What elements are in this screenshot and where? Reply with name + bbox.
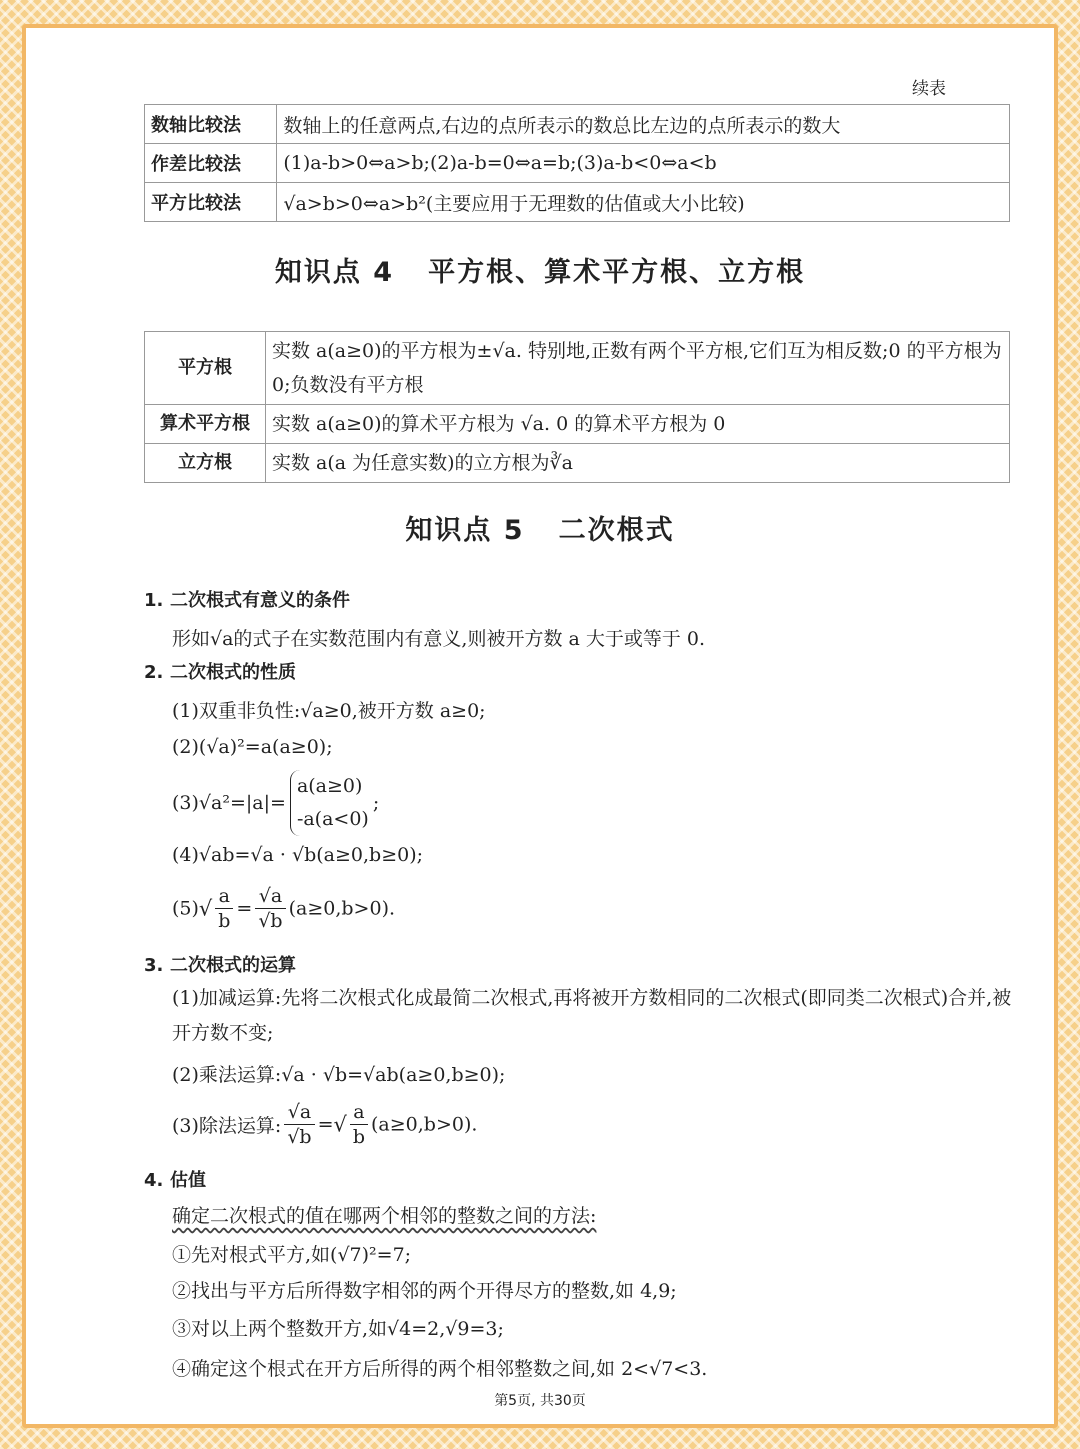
table-row [145, 144, 1010, 183]
table-row [145, 183, 1010, 222]
fraction: $\frac{√a}{√b}$ [284, 1100, 314, 1149]
fraction: $\frac{√a}{√b}$ [255, 884, 285, 933]
property-5: (5)√ $\frac{a}{b}$ = $\frac{√a}{√b}$ (a≥0,b>0). [172, 885, 396, 932]
section-heading-kp5 [26, 508, 1054, 547]
estimation-step: ④确定这个根式在开方后所得的两个相邻整数之间,如 2<√7<3. [172, 1358, 708, 1380]
row-text: 数轴上的任意两点,右边的点所表示的数总比左边的点所表示的数大 [277, 105, 1010, 144]
fraction: $\frac{a}{b}$ [215, 884, 233, 933]
table-row [145, 105, 1010, 144]
row-text: 实数 a(a 为任意实数)的立方根为∛a [266, 444, 1010, 483]
subsection-heading: 2. 二次根式的性质 [144, 662, 296, 683]
row-text: 实数 a(a≥0)的平方根为±√a. 特别地,正数有两个平方根,它们互为相反数;0 的平方根为 0;负数没有平方根 [266, 332, 1010, 405]
estimation-intro: 确定二次根式的值在哪两个相邻的整数之间的方法: [172, 1205, 597, 1227]
comparison-methods-table [144, 104, 1010, 222]
piecewise-brace: a(a≥0) -a(a<0) [290, 770, 369, 836]
row-label: 作差比较法 [145, 144, 277, 183]
kp5-title: 二次根式 [558, 515, 675, 546]
continued-label: 续表 [912, 79, 946, 99]
operation-3: (3)除法运算: $\frac{√a}{√b}$ =√ $\frac{a}{b}$ (a≥0,b>0). [172, 1101, 478, 1148]
fraction: $\frac{a}{b}$ [350, 1100, 368, 1149]
subsection-heading: 3. 二次根式的运算 [144, 955, 296, 976]
operation-1: (1)加减运算:先将二次根式化成最简二次根式,再将被开方数相同的二次根式(即同类二次根式)合并,被开方数不变; [172, 987, 1012, 1044]
table-row [145, 444, 1010, 483]
row-text: 实数 a(a≥0)的算术平方根为 √a. 0 的算术平方根为 0 [266, 405, 1010, 444]
table-row [145, 332, 1010, 405]
document-page [22, 24, 1058, 1428]
kp5-prefix: 知识点 5 [405, 515, 525, 546]
operation-2: (2)乘法运算:√a · √b=√ab(a≥0,b≥0); [172, 1064, 506, 1086]
table-row [145, 405, 1010, 444]
row-label: 平方比较法 [145, 183, 277, 222]
row-text: √a>b>0⇔a>b²(主要应用于无理数的估值或大小比较) [277, 183, 1010, 222]
row-text: (1)a-b>0⇔a>b;(2)a-b=0⇔a=b;(3)a-b<0⇔a<b [277, 144, 1010, 183]
estimation-step: ①先对根式平方,如(√7)²=7; [172, 1244, 412, 1266]
kp4-title: 平方根、算术平方根、立方根 [428, 257, 806, 288]
estimation-step: ②找出与平方后所得数字相邻的两个开得尽方的整数,如 4,9; [172, 1280, 677, 1302]
roots-table [144, 331, 1010, 483]
property-4: (4)√ab=√a · √b(a≥0,b≥0); [172, 844, 424, 866]
subsection-heading: 1. 二次根式有意义的条件 [144, 590, 350, 611]
estimation-step: ③对以上两个整数开方,如√4=2,√9=3; [172, 1318, 504, 1340]
row-label: 平方根 [145, 332, 266, 405]
subsection-heading: 4. 估值 [144, 1170, 206, 1191]
condition-text: 形如√a的式子在实数范围内有意义,则被开方数 a 大于或等于 0. [172, 628, 706, 650]
property-3: (3)√a²=|a|= a(a≥0) -a(a<0) ; [172, 770, 379, 836]
row-label: 立方根 [145, 444, 266, 483]
property-1: (1)双重非负性:√a≥0,被开方数 a≥0; [172, 700, 486, 722]
page-number: 第5页, 共30页 [494, 1393, 586, 1409]
property-2: (2)(√a)²=a(a≥0); [172, 736, 333, 758]
kp4-prefix: 知识点 4 [274, 257, 395, 288]
row-label: 数轴比较法 [145, 105, 277, 144]
row-label: 算术平方根 [145, 405, 266, 444]
section-heading-kp4 [26, 250, 1054, 289]
